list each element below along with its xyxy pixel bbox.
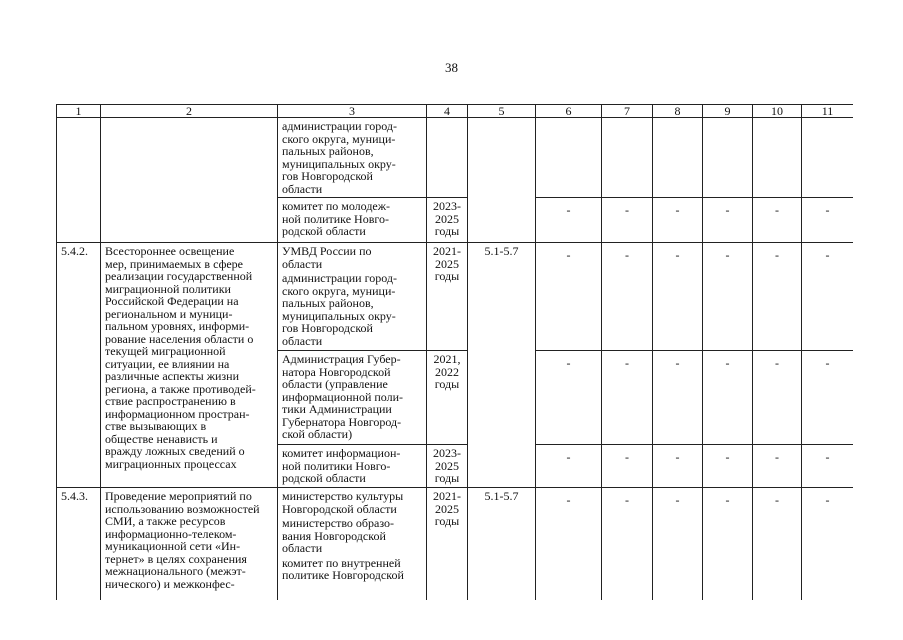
executor-cell — [278, 198, 427, 243]
years-cell: 2021- 2025 годы — [427, 243, 468, 351]
dash-cell: - — [602, 351, 653, 445]
years-cell: 2023- 2025 годы — [427, 445, 468, 488]
executor-cell — [278, 118, 427, 198]
executor-text: министерство культуры Новгородской области — [282, 489, 404, 516]
measures-table — [56, 104, 853, 600]
target-cell: 5.1-5.7 — [468, 488, 536, 601]
page-number: 38 — [445, 60, 458, 75]
column-number: 6 — [536, 105, 602, 118]
item-number-cell: 5.4.2. — [57, 243, 101, 488]
dash-cell: - — [536, 243, 602, 351]
years-cell — [427, 118, 468, 198]
target-cell: 5.1-5.7 — [468, 243, 536, 488]
executor-cell — [278, 351, 427, 445]
executor-cell — [278, 488, 427, 601]
executor-text: комитет информацион- ной политики Новго- родской области — [282, 446, 401, 485]
dash-cell: - — [802, 445, 854, 488]
column-number: 10 — [753, 105, 802, 118]
column-number: 4 — [427, 105, 468, 118]
executor-cell — [278, 243, 427, 351]
executor-cell — [278, 445, 427, 488]
dash-cell: - — [703, 445, 753, 488]
dash-cell: - — [602, 243, 653, 351]
value-cell — [753, 118, 802, 198]
dash-cell: - — [536, 198, 602, 243]
executor-text: министерство образо- вания Новгородской области — [282, 516, 395, 555]
dash-cell: - — [802, 351, 854, 445]
executor-text: администрации город- ского округа, муници- пальных районов, муниципальных окру- гов Новгородской области — [282, 119, 397, 196]
executor-text: комитет по молодеж- ной политике Новго- родской области — [282, 199, 391, 238]
executor-text: Администрация Губер- натора Новгородской области (управление информационной поли- тики Администрации Губернатора Новгород- ской области) — [282, 352, 404, 441]
column-number: 3 — [278, 105, 427, 118]
dash-cell: - — [536, 488, 602, 601]
dash-cell: - — [703, 198, 753, 243]
dash-cell: - — [703, 351, 753, 445]
dash-cell: - — [802, 198, 854, 243]
value-cell — [653, 118, 703, 198]
table-row — [57, 488, 854, 601]
dash-cell: - — [653, 445, 703, 488]
dash-cell: - — [602, 445, 653, 488]
years-cell: 2023- 2025 годы — [427, 198, 468, 243]
years-cell: 2021, 2022 годы — [427, 351, 468, 445]
column-number: 11 — [802, 105, 854, 118]
table-row — [57, 243, 854, 351]
column-number: 1 — [57, 105, 101, 118]
column-number: 2 — [101, 105, 278, 118]
dash-cell: - — [653, 488, 703, 601]
item-text-cell — [101, 118, 278, 243]
item-text-cell: Проведение мероприятий по использованию возможностей СМИ, а также ресурсов информационно-телеком- муникационной сети «Ин- тернет» в целях сохранения межнационального (межэт- нического) и межконфес- — [101, 488, 278, 601]
dash-cell: - — [703, 488, 753, 601]
column-number-row — [57, 105, 854, 118]
column-number: 9 — [703, 105, 753, 118]
dash-cell: - — [602, 488, 653, 601]
dash-cell: - — [753, 445, 802, 488]
executor-text: администрации город- ского округа, муници- пальных районов, муниципальных окру- гов Новгородской области — [282, 271, 397, 348]
dash-cell: - — [653, 198, 703, 243]
dash-cell: - — [653, 351, 703, 445]
value-cell — [802, 118, 854, 198]
executor-text: комитет по внутренней политике Новгородской — [282, 555, 404, 582]
table-row — [57, 118, 854, 198]
value-cell — [703, 118, 753, 198]
dash-cell: - — [802, 488, 854, 601]
dash-cell: - — [753, 198, 802, 243]
dash-cell: - — [536, 445, 602, 488]
item-number-cell: 5.4.3. — [57, 488, 101, 601]
item-number-cell — [57, 118, 101, 243]
plan-table-page — [56, 104, 853, 600]
column-number: 7 — [602, 105, 653, 118]
column-number: 8 — [653, 105, 703, 118]
dash-cell: - — [703, 243, 753, 351]
dash-cell: - — [653, 243, 703, 351]
dash-cell: - — [753, 243, 802, 351]
executor-text: УМВД России по области — [282, 244, 372, 271]
dash-cell: - — [753, 488, 802, 601]
dash-cell: - — [536, 351, 602, 445]
column-number: 5 — [468, 105, 536, 118]
dash-cell: - — [802, 243, 854, 351]
value-cell — [602, 118, 653, 198]
dash-cell: - — [753, 351, 802, 445]
item-text-cell: Всестороннее освещение мер, принимаемых в сфере реализации государственной миграционной политики Российской Федерации на региональном и муници- пальном уровнях, информи- рование населения области о текущей миграционной ситуации, ее влиянии на различные аспекты жизни региона, а также противодей- ствие распространению в информационном простран- стве вызывающих в обществе ненависть и вражду ложных сведений о миграционных процессах — [101, 243, 278, 488]
value-cell — [536, 118, 602, 198]
dash-cell: - — [602, 198, 653, 243]
years-cell: 2021- 2025 годы — [427, 488, 468, 601]
target-cell — [468, 118, 536, 243]
